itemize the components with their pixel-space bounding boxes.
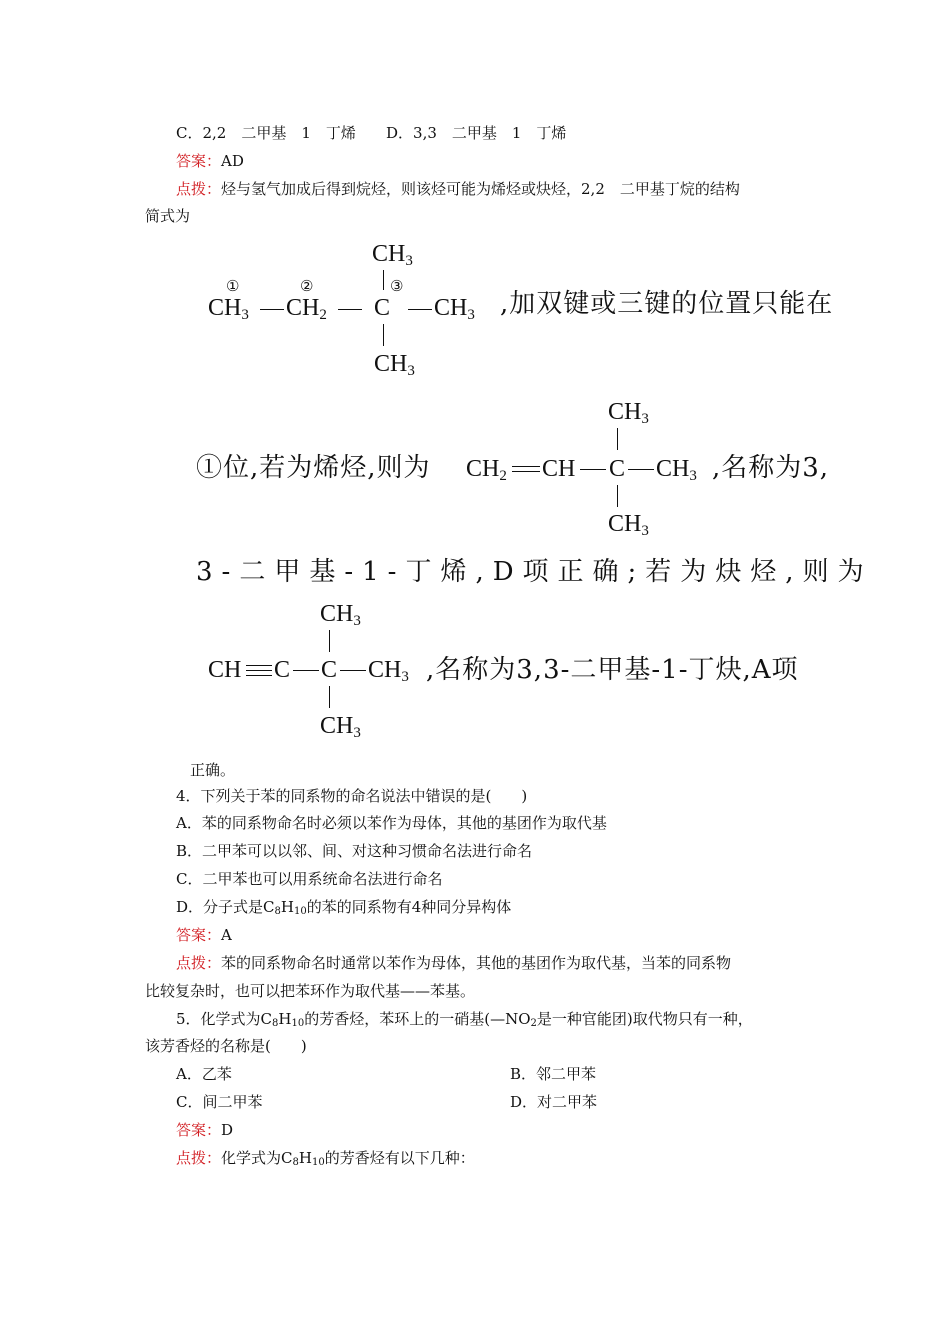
q5-hint: 点拨：化学式为$C_8H_{10}$的芳香烃有以下几种： — [176, 1149, 475, 1168]
q5-option-c: C．间二甲苯 — [176, 1093, 263, 1111]
c2: C — [321, 657, 338, 683]
bond-3 — [340, 670, 366, 671]
ch3-bottom: $CH_3$ — [320, 713, 361, 741]
ch3-left: $CH_3$ — [208, 295, 249, 323]
q3-answer — [176, 151, 244, 171]
text-name2: ,名称为3,3-二甲基-1-丁炔,A项 — [426, 655, 799, 685]
q4-answer — [176, 925, 232, 945]
answer-value: AD — [221, 152, 244, 170]
q5-stem-line2: 该芳香烃的名称是( ) — [145, 1037, 307, 1055]
ch3-right: $CH_3$ — [656, 456, 697, 484]
q5-option-a: A．乙苯 — [176, 1065, 232, 1083]
answer-value: A — [221, 926, 232, 944]
hint-text: 烃与氢气加成后得到烷烃，则该烃可能为烯烃或炔烃，2,2 二甲基丁烷的结构 — [221, 180, 740, 198]
c-center: C — [374, 295, 391, 321]
ch: CH — [542, 456, 576, 482]
ch3-right: $CH_3$ — [368, 657, 409, 685]
q5-stem-line1: 5．化学式为$C_8H_{10}$的芳香烃，苯环上的一硝基($—NO_2$是一种官能团)取代物只有一种， — [176, 1010, 753, 1029]
ch2: $CH_2$ — [286, 295, 327, 323]
bond-top — [329, 630, 330, 652]
answer-label: 答案： — [176, 1121, 222, 1139]
ch2: $CH_2$ — [466, 456, 507, 484]
text-after-struct1: ,加双键或三键的位置只能在 — [500, 289, 834, 319]
ch3-top: $CH_3$ — [320, 601, 361, 629]
bond-top — [383, 270, 384, 290]
bond-2 — [580, 469, 606, 470]
bond-2 — [293, 670, 319, 671]
q5-option-d: D．对二甲苯 — [510, 1093, 598, 1111]
bond-3 — [628, 469, 654, 470]
c-center: C — [609, 456, 626, 482]
ch3-right: $CH_3$ — [434, 295, 475, 323]
text-line-pos: ①位,若为烯烃,则为 — [196, 453, 431, 483]
hint-text: 苯的同系物命名时通常以苯作为母体，其他的基团作为取代基，当苯的同系物 — [221, 954, 732, 972]
text-line3: 3-二甲基-1-丁烯,D项正确;若为炔烃,则为 — [196, 557, 873, 587]
ch3-bottom: $CH_3$ — [374, 351, 415, 379]
bond-3 — [408, 309, 432, 310]
option-c: C．2,2 二甲基 1 丁烯 — [176, 124, 356, 142]
mark-3: ③ — [390, 277, 404, 295]
bond-bottom — [383, 324, 384, 346]
hint-label: 点拨： — [176, 954, 222, 972]
bond-2 — [338, 309, 362, 310]
option-d: D．3,3 二甲基 1 丁烯 — [386, 124, 567, 142]
answer-label: 答案： — [176, 152, 222, 170]
bond-1 — [260, 309, 284, 310]
hint-label: 点拨： — [176, 1149, 222, 1167]
ch3-bottom: $CH_3$ — [608, 511, 649, 539]
mark-1: ① — [226, 277, 240, 295]
answer-label: 答案： — [176, 926, 222, 944]
bond-bottom — [617, 485, 618, 507]
triple-bond-c — [246, 675, 272, 676]
mark-2: ② — [300, 277, 314, 295]
double-bond-b — [512, 471, 540, 472]
q3-hint-line1 — [176, 179, 740, 199]
triple-bond-b — [246, 670, 272, 671]
text-end: 正确。 — [190, 761, 236, 779]
q4-option-c: C．二甲苯也可以用系统命名法进行命名 — [176, 870, 443, 888]
c1: C — [274, 657, 291, 683]
q4-option-d: D．分子式是$C_8H_{10}$的苯的同系物有4种同分异构体 — [176, 898, 512, 917]
q4-stem: 4．下列关于苯的同系物的命名说法中错误的是( ) — [176, 787, 528, 805]
text-name1: ,名称为3, — [712, 453, 830, 483]
q4-option-a: A．苯的同系物命名时必须以苯作为母体，其他的基团作为取代基 — [176, 814, 607, 832]
bond-top — [617, 428, 618, 450]
ch: CH — [208, 657, 242, 683]
q5-option-b: B．邻二甲苯 — [510, 1065, 597, 1083]
hint-label: 点拨： — [176, 180, 222, 198]
q5-answer — [176, 1120, 233, 1140]
q4-hint-line2: 比较复杂时，也可以把苯环作为取代基——苯基。 — [145, 982, 476, 1000]
ch3-top: $CH_3$ — [608, 399, 649, 427]
triple-bond-a — [246, 665, 272, 666]
double-bond-a — [512, 466, 540, 467]
q4-hint-line1 — [176, 953, 731, 973]
q3-hint-line2: 简式为 — [145, 207, 191, 225]
bond-bottom — [329, 686, 330, 708]
q4-option-b: B．二甲苯可以以邻、间、对这种习惯命名法进行命名 — [176, 842, 533, 860]
answer-value: D — [221, 1121, 234, 1139]
ch3-top: $CH_3$ — [372, 241, 413, 269]
